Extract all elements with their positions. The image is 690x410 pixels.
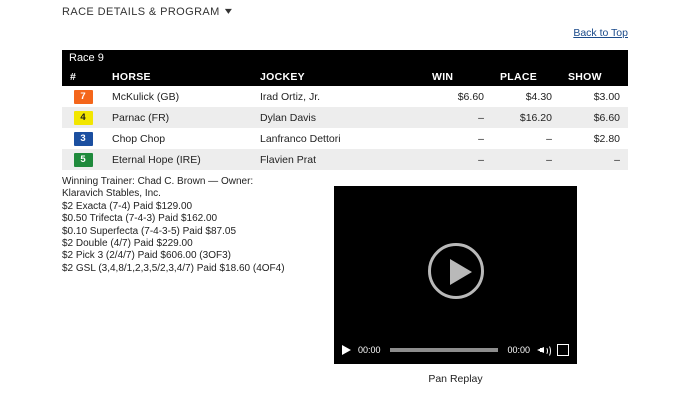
column-header-win: WIN bbox=[424, 67, 492, 86]
payout-line: $2 Pick 3 (2/4/7) Paid $606.00 (3OF3) bbox=[62, 250, 231, 262]
payout-line: $0.50 Trifecta (7-4-3) Paid $162.00 bbox=[62, 213, 218, 225]
seek-slider[interactable] bbox=[390, 348, 499, 352]
saddle-number-badge: 4 bbox=[74, 111, 93, 125]
jockey-name-cell: Dylan Davis bbox=[252, 107, 424, 128]
win-payout-cell: $6.60 bbox=[424, 86, 492, 107]
payout-line: $2 Exacta (7-4) Paid $129.00 bbox=[62, 200, 193, 212]
column-header-jockey: JOCKEY bbox=[252, 67, 424, 86]
show-payout-cell: $2.80 bbox=[560, 128, 628, 149]
place-payout-cell: $4.30 bbox=[492, 86, 560, 107]
payout-line: $2 GSL (3,4,8/1,2,3,5/2,3,4/7) Paid $18.60 (4OF4) bbox=[62, 262, 285, 274]
race-results-block bbox=[62, 50, 628, 170]
section-header-label: RACE DETAILS & PROGRAM bbox=[62, 6, 220, 18]
saddle-number-badge: 5 bbox=[74, 153, 93, 167]
win-payout-cell: – bbox=[424, 107, 492, 128]
video-caption: Pan Replay bbox=[428, 373, 483, 385]
video-player[interactable] bbox=[334, 186, 577, 364]
video-player-wrap bbox=[334, 186, 577, 385]
horse-name-cell: Parnac (FR) bbox=[104, 107, 252, 128]
saddle-number-cell bbox=[62, 107, 104, 128]
current-time: 00:00 bbox=[358, 345, 381, 355]
win-payout-cell: – bbox=[424, 128, 492, 149]
section-header[interactable] bbox=[62, 6, 231, 18]
back-to-top-link[interactable]: Back to Top bbox=[573, 27, 628, 39]
payout-line: $2 Double (4/7) Paid $229.00 bbox=[62, 238, 193, 250]
table-body bbox=[62, 86, 628, 170]
table-header bbox=[62, 67, 628, 86]
table-row bbox=[62, 149, 628, 170]
fullscreen-icon[interactable] bbox=[557, 344, 569, 356]
table-row bbox=[62, 107, 628, 128]
win-payout-cell: – bbox=[424, 149, 492, 170]
duration: 00:00 bbox=[507, 345, 530, 355]
table-row bbox=[62, 86, 628, 107]
place-payout-cell: – bbox=[492, 128, 560, 149]
horse-name-cell: Eternal Hope (IRE) bbox=[104, 149, 252, 170]
owner-line: Klaravich Stables, Inc. bbox=[62, 188, 161, 200]
show-payout-cell: $3.00 bbox=[560, 86, 628, 107]
saddle-number-badge: 7 bbox=[74, 90, 93, 104]
play-circle-icon[interactable] bbox=[428, 243, 484, 299]
jockey-name-cell: Lanfranco Dettori bbox=[252, 128, 424, 149]
show-payout-cell: $6.60 bbox=[560, 107, 628, 128]
horse-name-cell: McKulick (GB) bbox=[104, 86, 252, 107]
saddle-number-cell bbox=[62, 86, 104, 107]
show-payout-cell: – bbox=[560, 149, 628, 170]
jockey-name-cell: Flavien Prat bbox=[252, 149, 424, 170]
column-header-place: PLACE bbox=[492, 67, 560, 86]
jockey-name-cell: Irad Ortiz, Jr. bbox=[252, 86, 424, 107]
saddle-number-badge: 3 bbox=[74, 132, 93, 146]
payout-details bbox=[62, 176, 332, 275]
column-header-show: SHOW bbox=[560, 67, 628, 86]
chevron-down-icon[interactable]: ▾ bbox=[224, 6, 233, 17]
play-icon[interactable] bbox=[342, 345, 351, 355]
race-results-table bbox=[62, 67, 628, 170]
saddle-number-cell bbox=[62, 128, 104, 149]
speaker-icon[interactable] bbox=[537, 344, 550, 356]
payout-list bbox=[62, 201, 332, 275]
payout-line: $0.10 Superfecta (7-4-3-5) Paid $87.05 bbox=[62, 225, 236, 237]
column-header-horse: HORSE bbox=[104, 67, 252, 86]
saddle-number-cell bbox=[62, 149, 104, 170]
race-title: Race 9 bbox=[62, 50, 628, 67]
column-header-number: # bbox=[62, 67, 104, 86]
horse-name-cell: Chop Chop bbox=[104, 128, 252, 149]
place-payout-cell: $16.20 bbox=[492, 107, 560, 128]
place-payout-cell: – bbox=[492, 149, 560, 170]
winning-trainer-line: Winning Trainer: Chad C. Brown — Owner: bbox=[62, 176, 254, 187]
video-controls bbox=[334, 336, 577, 364]
table-row bbox=[62, 128, 628, 149]
